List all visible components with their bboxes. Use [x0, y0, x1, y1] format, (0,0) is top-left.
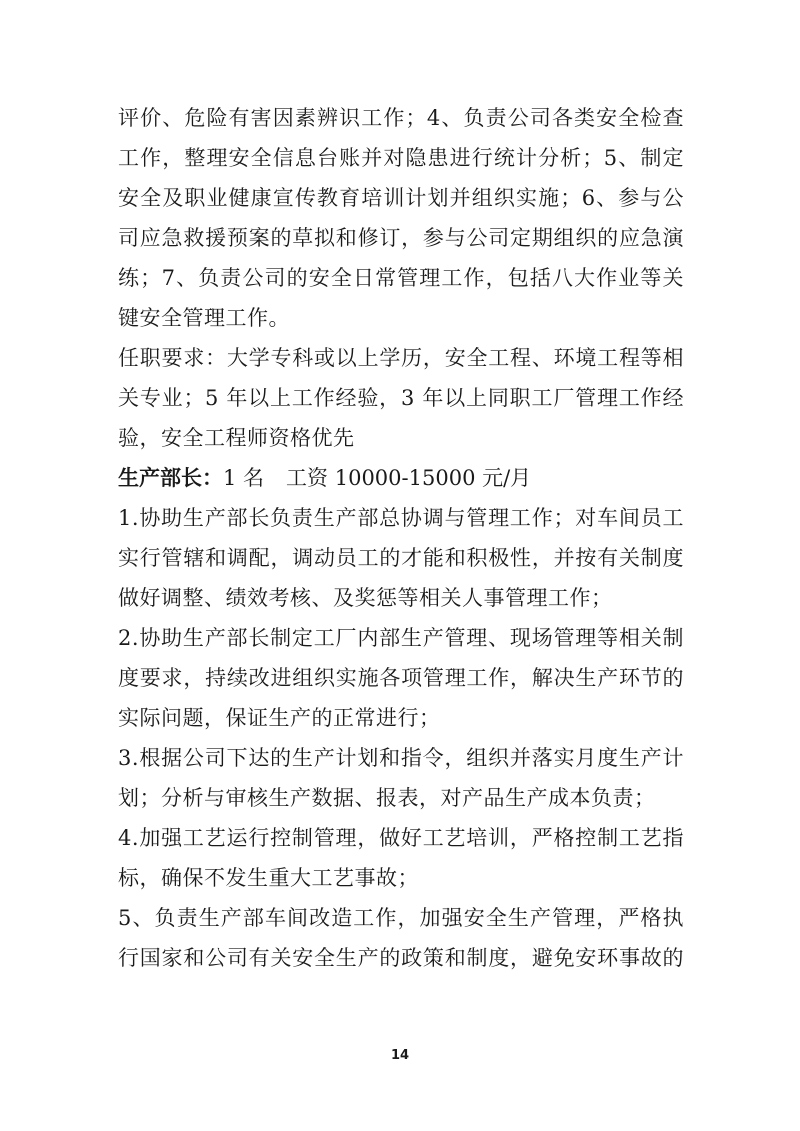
duty-line: 行国家和公司有关安全生产的政策和制度，避免安环事故的 [118, 946, 684, 970]
text-line: 安全及职业健康宣传教育培训计划并组织实施；6、参与公 [118, 186, 684, 210]
position-heading [118, 458, 684, 498]
document-page [118, 98, 684, 978]
duty-line: 实行管辖和调配，调动员工的才能和积极性，并按有关制度 [118, 546, 684, 570]
duty-line: 2.协助生产部长制定工厂内部生产管理、现场管理等相关制 [118, 626, 684, 650]
requirements-line: 任职要求：大学专科或以上学历，安全工程、环境工程等相 [118, 346, 684, 370]
text-line: 练；7、负责公司的安全日常管理工作，包括八大作业等关 [118, 266, 684, 290]
duty-line: 实际问题，保证生产的正常进行； [118, 706, 441, 730]
text-line: 工作，整理安全信息台账并对隐患进行统计分析；5、制定 [118, 146, 684, 170]
text-line: 键安全管理工作。 [118, 306, 290, 330]
duty-line: 3.根据公司下达的生产计划和指令，组织并落实月度生产计 [118, 746, 684, 770]
duty-line: 1.协助生产部长负责生产部总协调与管理工作；对车间员工 [118, 506, 684, 530]
text-line: 司应急救援预案的草拟和修订，参与公司定期组织的应急演 [118, 226, 684, 250]
duty-line: 划；分析与审核生产数据、报表，对产品生产成本负责； [118, 786, 656, 810]
text-line: 评价、危险有害因素辨识工作；4、负责公司各类安全检查 [118, 106, 684, 130]
duty-line: 5、负责生产部车间改造工作，加强安全生产管理，严格执 [118, 906, 684, 930]
duty-line: 做好调整、绩效考核、及奖惩等相关人事管理工作； [118, 586, 613, 610]
duty-line: 度要求，持续改进组织实施各项管理工作，解决生产环节的 [118, 666, 684, 690]
duty-line: 标，确保不发生重大工艺事故； [118, 866, 419, 890]
position-count: 1 名 [223, 466, 265, 490]
requirements-line: 验，安全工程师资格优先 [118, 426, 355, 450]
requirements-line: 关专业；5 年以上工作经验，3 年以上同职工厂管理工作经 [118, 386, 684, 410]
position-title: 生产部长： [118, 466, 223, 490]
position-salary: 工资 10000-15000 元/月 [286, 466, 532, 490]
duty-line: 4.加强工艺运行控制管理，做好工艺培训，严格控制工艺指 [118, 826, 684, 850]
page-number: 14 [390, 1048, 410, 1063]
